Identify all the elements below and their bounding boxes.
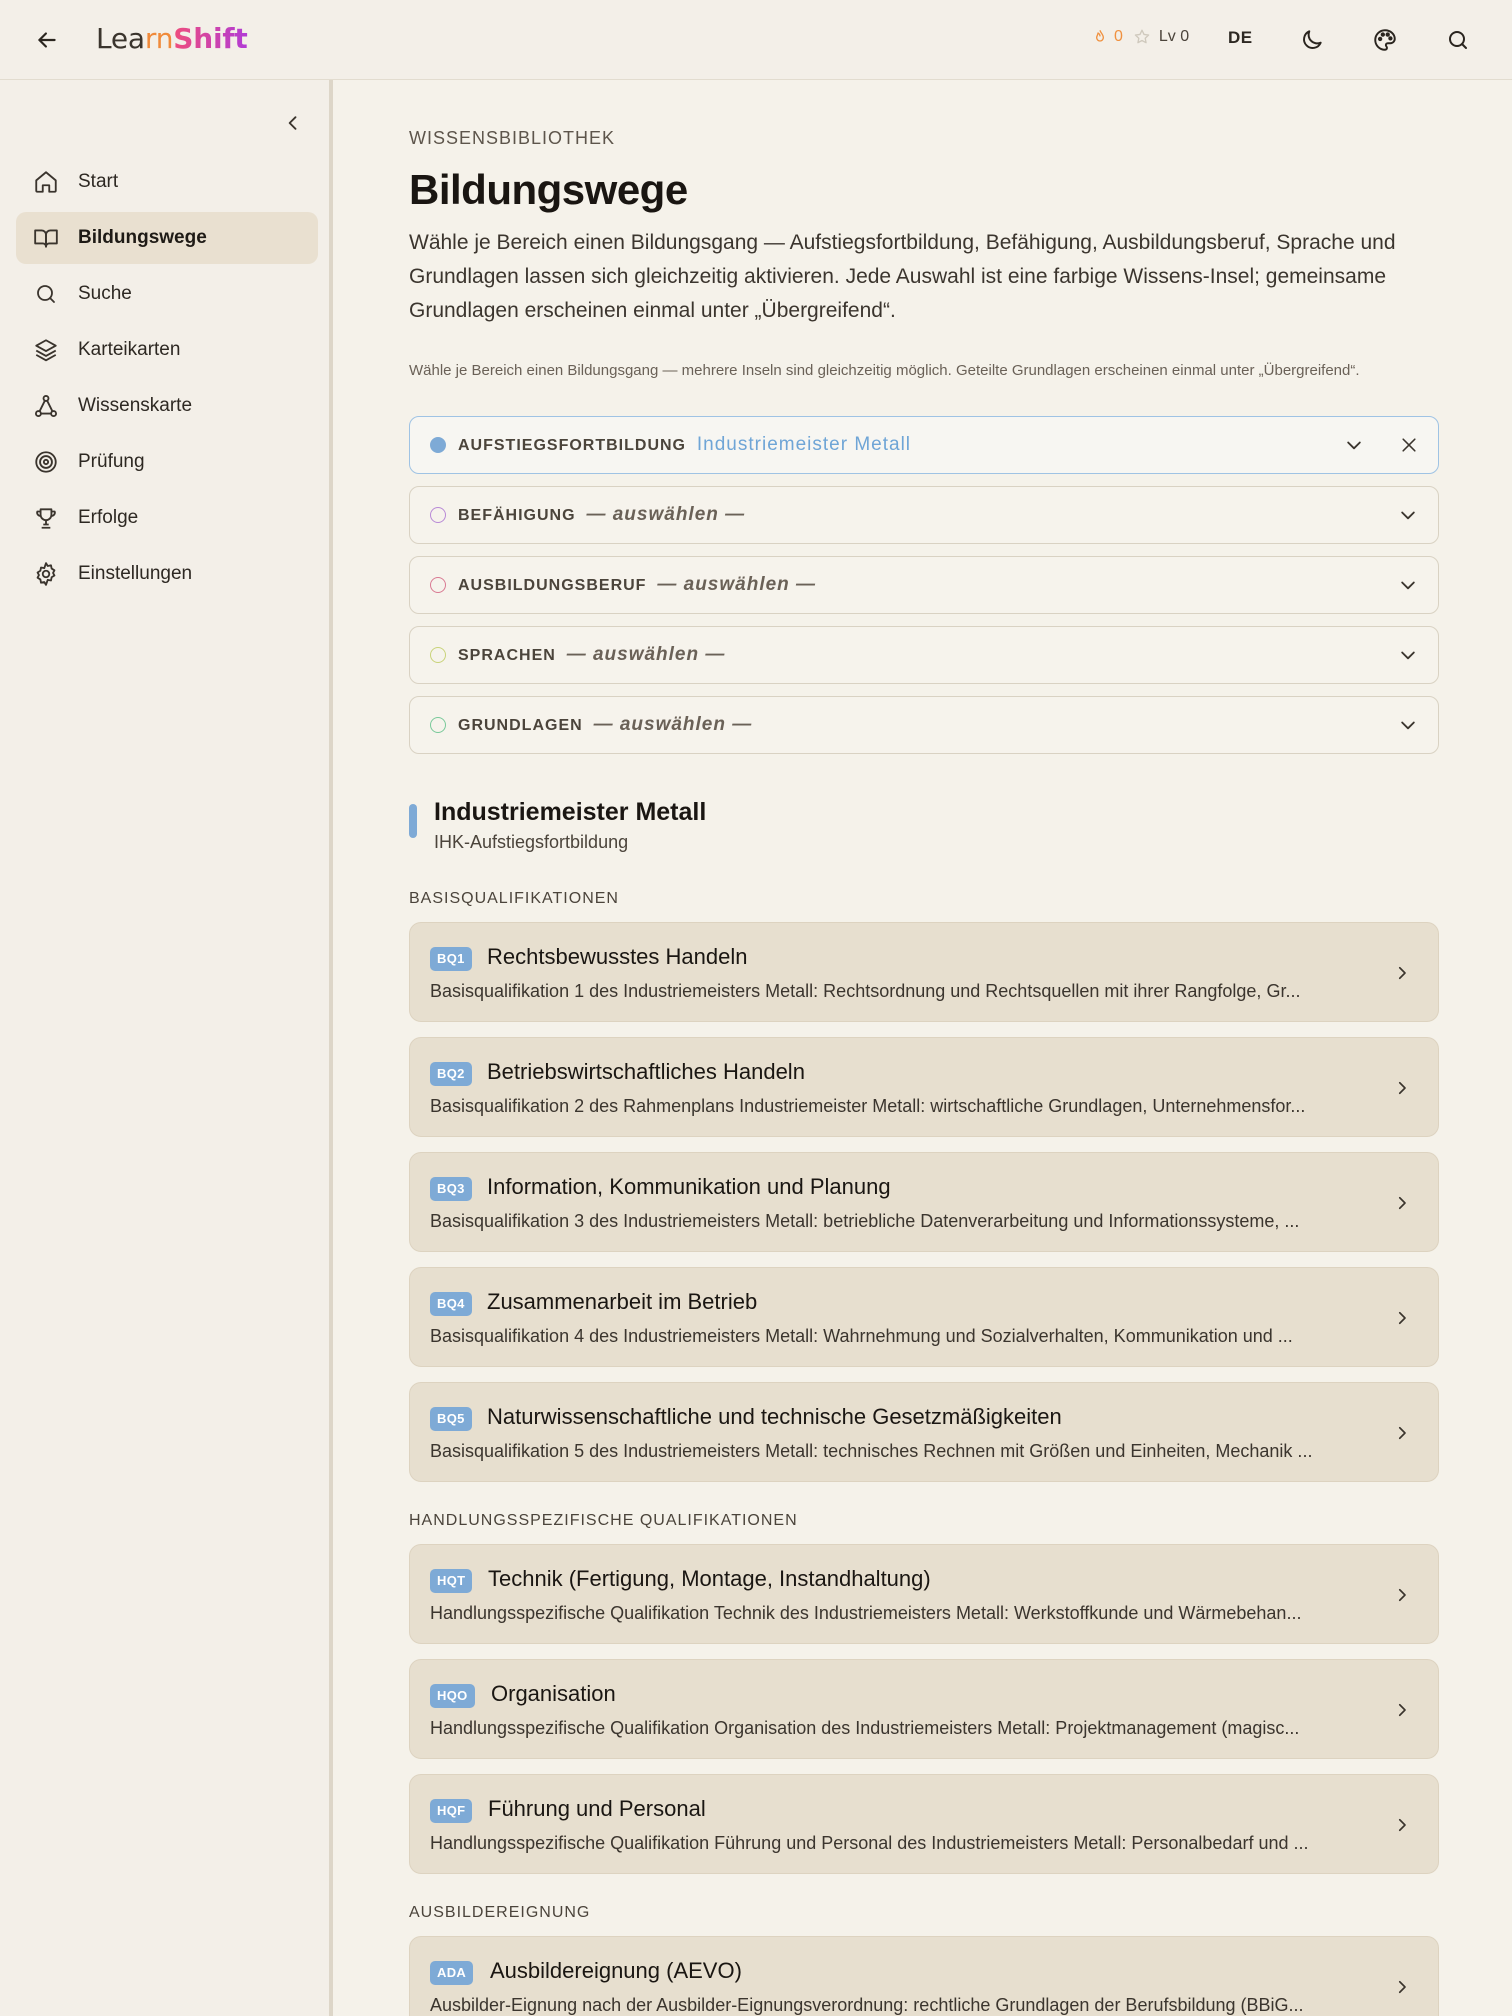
- selector-grundlagen[interactable]: [409, 696, 1439, 754]
- section-label: AUSBILDEREIGNUNG: [409, 1904, 591, 1921]
- page-eyebrow: WISSENSBIBLIOTHEK: [409, 128, 616, 148]
- logo-text-1: Lea: [96, 22, 145, 55]
- sidebar-item-erfolge[interactable]: [16, 492, 318, 544]
- sidebar-item-label: Start: [78, 171, 119, 192]
- module-title: Organisation: [491, 1681, 616, 1706]
- sidebar-item-label: Wissenskarte: [78, 395, 193, 416]
- back-button[interactable]: [30, 23, 64, 57]
- module-badge: BQ5: [430, 1407, 472, 1431]
- selector-hint: Wähle je Bereich einen Bildungsgang — mehrere Inseln sind gleichzeitig möglich. Geteilte Grundlagen erscheinen einmal unter „Übergreifend“.: [409, 362, 1360, 379]
- module-description: Handlungsspezifische Qualifikation Technik des Industriemeisters Metall: Werkstoffkunde und Wärmebehan...: [430, 1603, 1302, 1623]
- module-title: Information, Kommunikation und Planung: [487, 1174, 891, 1199]
- sidebar-item-label: Einstellungen: [78, 563, 193, 584]
- chevron-right-icon: [1388, 959, 1416, 987]
- module-description: Basisqualifikation 3 des Industriemeisters Metall: betriebliche Datenverarbeitung und Informationssysteme, ...: [430, 1211, 1300, 1231]
- search-button[interactable]: [1440, 22, 1476, 58]
- chevron-right-icon: [1388, 1811, 1416, 1839]
- section-label: BASISQUALIFIKATIONEN: [409, 890, 619, 907]
- open-dropdown-button[interactable]: [1340, 431, 1368, 459]
- chevron-right-icon: [1388, 1074, 1416, 1102]
- streak-count: 0: [1114, 28, 1123, 45]
- module-description: Basisqualifikation 1 des Industriemeisters Metall: Rechtsordnung und Rechtsquellen mit ihrer Rangfolge, Gr...: [430, 981, 1301, 1001]
- selector-placeholder: — auswählen —: [657, 574, 817, 595]
- color-dot: [430, 717, 446, 733]
- home-icon: [32, 168, 60, 196]
- module-card-bq1[interactable]: [409, 922, 1439, 1022]
- target-icon: [32, 448, 60, 476]
- sidebar-item-pruefung[interactable]: [16, 436, 318, 488]
- module-title: Betriebswirtschaftliches Handeln: [487, 1059, 805, 1084]
- module-card-bq3[interactable]: [409, 1152, 1439, 1252]
- selector-befaehigung[interactable]: [409, 486, 1439, 544]
- selector-category: SPRACHEN — auswählen —: [458, 644, 726, 665]
- selector-category: AUSBILDUNGSBERUF — auswählen —: [458, 574, 817, 595]
- collapse-sidebar-button[interactable]: [278, 108, 308, 138]
- selector-sprachen[interactable]: [409, 626, 1439, 684]
- sidebar-item-label: Bildungswege: [78, 227, 207, 248]
- selector-category: GRUNDLAGEN — auswählen —: [458, 714, 753, 735]
- module-card-ada[interactable]: [409, 1936, 1439, 2016]
- section-label: HANDLUNGSSPEZIFISCHE QUALIFIKATIONEN: [409, 1512, 798, 1529]
- moon-icon: [1299, 27, 1325, 53]
- top-bar: [0, 0, 1512, 80]
- selector-category: BEFÄHIGUNG — auswählen —: [458, 504, 746, 525]
- selector-aufstiegsfortbildung[interactable]: [409, 416, 1439, 474]
- module-description: Handlungsspezifische Qualifikation Organisation des Industriemeisters Metall: Projektmanagement (magisc...: [430, 1718, 1300, 1738]
- module-title: Technik (Fertigung, Montage, Instandhaltung): [488, 1566, 931, 1591]
- module-badge: HQT: [430, 1569, 472, 1593]
- level-label: Lv 0: [1158, 28, 1190, 45]
- layers-icon: [32, 336, 60, 364]
- palette-icon: [1372, 27, 1398, 53]
- module-card-bq5[interactable]: [409, 1382, 1439, 1482]
- sidebar-item-label: Suche: [78, 283, 132, 304]
- color-dot: [430, 507, 446, 523]
- open-dropdown-button[interactable]: [1394, 571, 1422, 599]
- module-description: Handlungsspezifische Qualifikation Führung und Personal des Industriemeisters Metall: Personalbedarf und ...: [430, 1833, 1309, 1853]
- arrow-left-icon: [34, 27, 60, 53]
- palette-button[interactable]: [1367, 22, 1403, 58]
- path-title: Industriemeister Metall: [434, 798, 707, 826]
- app-logo[interactable]: [96, 22, 248, 55]
- selector-placeholder: — auswählen —: [566, 644, 726, 665]
- chevron-left-icon: [283, 113, 303, 133]
- color-dot: [430, 577, 446, 593]
- chevron-right-icon: [1388, 1189, 1416, 1217]
- selector-ausbildungsberuf[interactable]: [409, 556, 1439, 614]
- module-title: Führung und Personal: [488, 1796, 706, 1821]
- module-title: Ausbildereignung (AEVO): [490, 1958, 742, 1983]
- module-description: Basisqualifikation 2 des Rahmenplans Industriemeister Metall: wirtschaftliche Grundlagen, Unternehmensfor...: [430, 1096, 1306, 1116]
- module-badge: BQ4: [430, 1292, 472, 1316]
- search-icon: [1446, 28, 1470, 52]
- sidebar-item-label: Karteikarten: [78, 339, 181, 360]
- selector-category: AUFSTIEGSFORTBILDUNG Industriemeister Metall: [458, 434, 912, 455]
- flame-icon: [1092, 28, 1108, 46]
- language-switch[interactable]: DE: [1228, 28, 1253, 47]
- chevron-down-icon: [1344, 435, 1364, 455]
- module-badge: BQ3: [430, 1177, 472, 1201]
- chevron-down-icon: [1398, 505, 1418, 525]
- graph-icon: [32, 392, 60, 420]
- module-badge: HQO: [430, 1684, 475, 1708]
- module-title: Zusammenarbeit im Betrieb: [487, 1289, 758, 1314]
- module-card-hqt[interactable]: [409, 1544, 1439, 1644]
- sidebar-item-label: Erfolge: [78, 507, 139, 528]
- user-stats[interactable]: [1092, 28, 1189, 46]
- chevron-down-icon: [1398, 575, 1418, 595]
- open-dropdown-button[interactable]: [1394, 711, 1422, 739]
- module-description: Basisqualifikation 5 des Industriemeisters Metall: technisches Rechnen mit Größen und Einheiten, Mechanik ...: [430, 1441, 1313, 1461]
- sidebar-item-bildungswege[interactable]: [16, 212, 318, 264]
- chevron-right-icon: [1388, 1581, 1416, 1609]
- chevron-down-icon: [1398, 715, 1418, 735]
- module-card-bq2[interactable]: [409, 1037, 1439, 1137]
- color-dot: [430, 437, 446, 453]
- sidebar-item-wissenskarte[interactable]: [16, 380, 318, 432]
- module-badge: ADA: [430, 1961, 473, 1985]
- sidebar-nav: [16, 156, 318, 604]
- clear-selection-button[interactable]: [1394, 430, 1424, 460]
- sidebar-item-einstellungen[interactable]: [16, 548, 318, 600]
- path-color-bar: [409, 804, 417, 838]
- sidebar-item-karteikarten[interactable]: [16, 324, 318, 376]
- page-lead: Wähle je Bereich einen Bildungsgang — Aufstiegsfortbildung, Befähigung, Ausbildungsberuf, Sprache und Grundlagen lassen sich gleichzeitig aktivieren. Jede Auswahl ist eine farbige Wissens-Insel; gemeinsame Grundlagen erscheinen einmal unter „Übergreifend“.: [409, 231, 1396, 322]
- chevron-down-icon: [1398, 645, 1418, 665]
- module-title: Naturwissenschaftliche und technische Gesetzmäßigkeiten: [487, 1404, 1062, 1429]
- color-dot: [430, 647, 446, 663]
- logo-text-3: Shift: [173, 22, 248, 55]
- selector-value: Industriemeister Metall: [696, 434, 912, 455]
- chevron-right-icon: [1388, 1419, 1416, 1447]
- close-icon: [1399, 435, 1419, 455]
- sidebar: [0, 80, 333, 2016]
- open-dropdown-button[interactable]: [1394, 641, 1422, 669]
- module-card-bq4[interactable]: [409, 1267, 1439, 1367]
- page-title: Bildungswege: [409, 166, 688, 213]
- module-badge: BQ1: [430, 947, 472, 971]
- open-dropdown-button[interactable]: [1394, 501, 1422, 529]
- chevron-right-icon: [1388, 1696, 1416, 1724]
- module-badge: HQF: [430, 1799, 472, 1823]
- trophy-icon: [32, 504, 60, 532]
- sidebar-item-start[interactable]: [16, 156, 318, 208]
- gear-icon: [32, 560, 60, 588]
- module-description: Ausbilder-Eignung nach der Ausbilder-Eignungsverordnung: rechtliche Grundlagen der Berufsbildung (BBiG...: [430, 1995, 1304, 2015]
- module-card-hqo[interactable]: [409, 1659, 1439, 1759]
- module-description: Basisqualifikation 4 des Industriemeisters Metall: Wahrnehmung und Sozialverhalten, Kommunikation und ...: [430, 1326, 1293, 1346]
- sidebar-item-suche[interactable]: [16, 268, 318, 320]
- selector-placeholder: — auswählen —: [586, 504, 746, 525]
- search-icon: [32, 280, 60, 308]
- module-title: Rechtsbewusstes Handeln: [487, 944, 748, 969]
- module-card-hqf[interactable]: [409, 1774, 1439, 1874]
- star-icon: [1133, 28, 1151, 46]
- theme-toggle-button[interactable]: [1294, 22, 1330, 58]
- module-badge: BQ2: [430, 1062, 472, 1086]
- logo-text-2: rn: [144, 22, 174, 55]
- book-open-icon: [32, 224, 60, 252]
- path-subtitle: IHK-Aufstiegsfortbildung: [434, 832, 629, 852]
- chevron-right-icon: [1388, 1304, 1416, 1332]
- sidebar-item-label: Prüfung: [78, 451, 145, 472]
- selector-placeholder: — auswählen —: [593, 714, 753, 735]
- chevron-right-icon: [1388, 1973, 1416, 2001]
